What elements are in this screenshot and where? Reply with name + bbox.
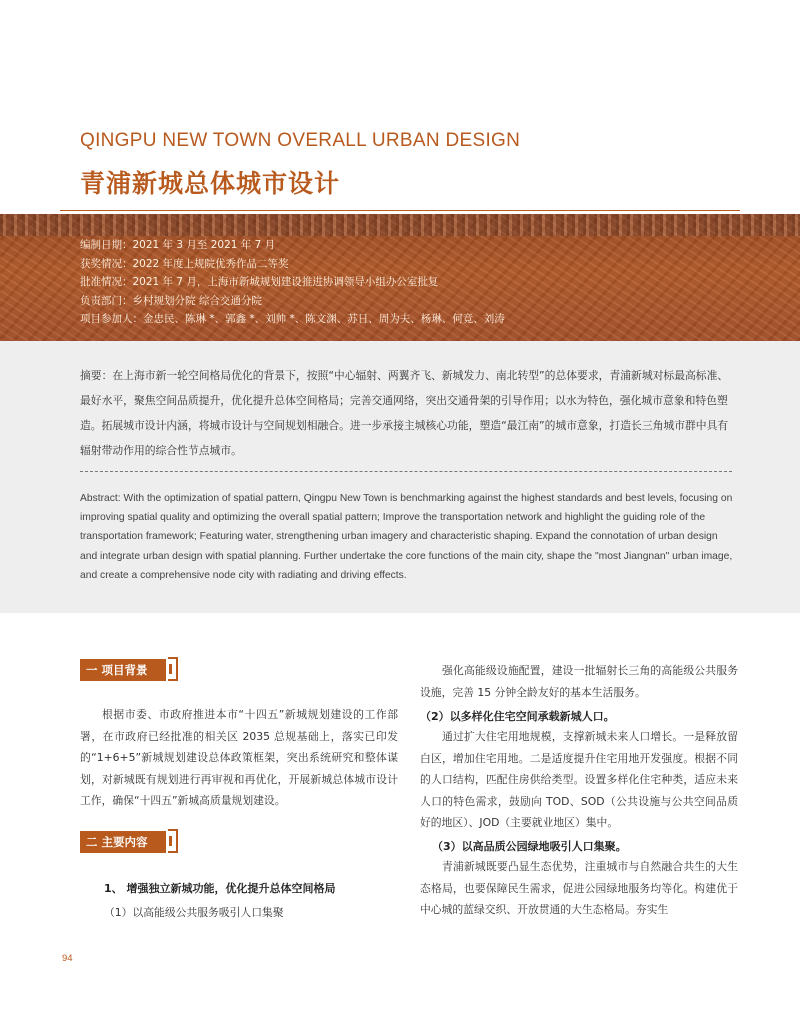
subheading-1: 1、 增强独立新城功能，优化提升总体空间格局 (104, 882, 336, 895)
right-subheading-3: （3）以高品质公园绿地吸引人口集聚。 (432, 840, 627, 853)
section-heading-label: 二 主要内容 (80, 831, 166, 853)
background-paragraph: 根据市委、市政府推进本市“十四五”新城规划建设的工作部署，在市政府已经批准的相关区 2035 总规基础上，落实已印发的“1+6+5”新城规划建设总体政策框架，突出系统研究和整体谋划，对新城既有规划进行再审视和再优化，开展新城总体城市设计工作，确保“十四五”新城高质量规划建设。 (80, 708, 398, 807)
page-number: 94 (62, 953, 73, 964)
project-info-list (80, 236, 505, 329)
bracket-ornament (168, 657, 178, 681)
section-heading-label: 一 项目背景 (80, 659, 166, 681)
aerial-texture-strip (0, 214, 800, 236)
right-subheading-2: （2）以多样化住宅空间承载新城人口。 (420, 710, 615, 723)
info-award: 获奖情况：2022 年度上规院优秀作品二等奖 (80, 257, 289, 270)
title-cn: 青浦新城总体城市设计 (80, 169, 341, 198)
section-heading-background (80, 657, 182, 683)
info-participants: 项目参加人：金忠民、陈琳 *、郭鑫 *、刘帅 *、陈文渊、苏日、周为夫、杨琳、何竞、刘涛 (80, 313, 505, 326)
abstract-en: Abstract: With the optimization of spatial pattern, Qingpu New Town is benchmarking against the highest standards and best levels, focusing on improving spatial quality and optimizing the overall spatial pattern; Improve the transportation network and highlight the guiding role of the transportation framework; Featuring water, strengthening urban imagery and characteristic shaping. Expand the connotation of urban design and integrate urban design with spatial planning. Further undertake the core functions of the main city, shape the "most Jiangnan" urban image, and create a comprehensive node city with radiating and driving effects. (80, 493, 733, 581)
info-date: 编制日期：2021 年 3 月至 2021 年 7 月 (80, 239, 276, 251)
subheading-1-1: （1）以高能级公共服务吸引人口集聚 (104, 906, 284, 919)
section-heading-content (80, 829, 182, 855)
right-paragraph-2: 通过扩大住宅用地规模，支撑新城未来人口增长。一是释放留白区，增加住宅用地。二是适度提升住宅用地开发强度。根据不同的人口结构，匹配住房供给类型。设置多样化住宅种类，适应未来人口的特色需求，鼓励向 TOD、SOD（公共设施与公共空间品质好的地区）、JOD（主要就业地区）集中。 (420, 730, 738, 829)
title-divider (60, 210, 740, 211)
right-paragraph-3: 青浦新城既要凸显生态优势，注重城市与自然融合共生的大生态格局，也要保障民生需求，促进公园绿地服务均等化。构建优于中心城的蓝绿交织、开放贯通的大生态格局。夯实生 (420, 860, 738, 916)
abstract-divider (80, 471, 732, 472)
abstract-cn: 摘要：在上海市新一轮空间格局优化的背景下，按照“中心辐射、两翼齐飞、新城发力、南北转型”的总体要求，青浦新城对标最高标准、最好水平，聚焦空间品质提升，优化提升总体空间格局；完善交通网络，突出交通骨架的引导作用；以水为特色，强化城市意象和特色塑造。拓展城市设计内涵，将城市设计与空间规划相融合。进一步承接主城核心功能，塑造“最江南”的城市意象，打造长三角城市群中具有辐射带动作用的综合性节点城市。 (80, 369, 729, 457)
abstract-box (0, 341, 800, 613)
project-info-band (0, 214, 800, 341)
info-department: 负责部门：乡村规划分院 综合交通分院 (80, 294, 262, 307)
right-paragraph-1: 强化高能级设施配置，建设一批辐射长三角的高能级公共服务设施，完善 15 分钟全龄友好的基本生活服务。 (420, 664, 738, 699)
title-en: QINGPU NEW TOWN OVERALL URBAN DESIGN (80, 130, 521, 151)
bracket-ornament (168, 829, 178, 853)
info-approval: 批准情况：2021 年 7 月，上海市新城规划建设推进协调领导小组办公室批复 (80, 276, 439, 289)
